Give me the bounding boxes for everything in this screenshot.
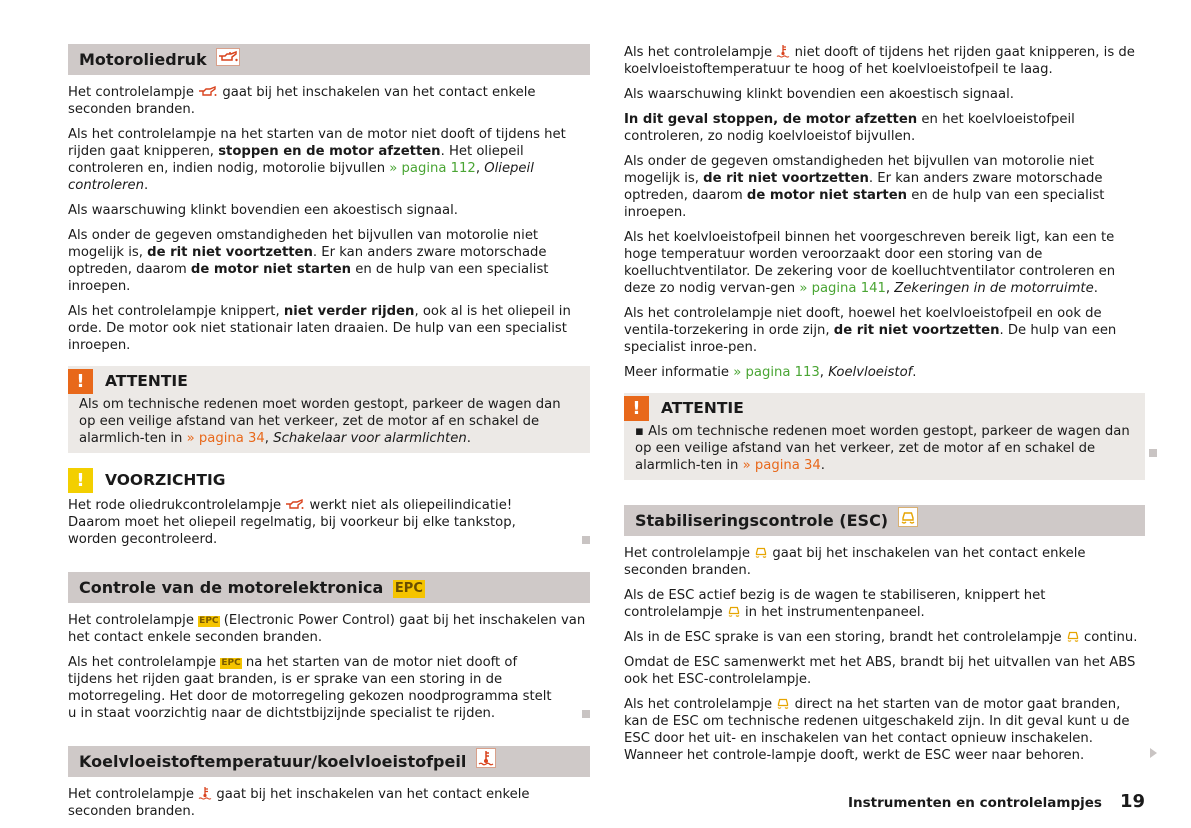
section-end-marker bbox=[1149, 449, 1157, 457]
paragraph: Omdat de ESC samenwerkt met het ABS, brandt bij het uitvallen van het ABS ook het ESC-controlelampje. bbox=[624, 655, 1136, 687]
paragraph: Als het controlelampje knippert, niet verder rijden, ook al is het oliepeil in orde. De motor ook niet stationair laten draaien. De hulp van een specialist inroepen. bbox=[68, 304, 571, 353]
section-end-marker bbox=[582, 710, 590, 718]
paragraph: Als het controlelampje niet dooft of tijdens het rijden gaat knipperen, is de koelvloeistoftemperatuur te hoog of het koelvloeistofpeil te laag. bbox=[624, 45, 1135, 77]
section-end-marker bbox=[582, 536, 590, 544]
left-column bbox=[68, 44, 590, 828]
paragraph: Meer informatie » pagina 113, Koelvloeistof. bbox=[624, 365, 917, 380]
paragraph: Als het controlelampje na het starten van de motor niet dooft of tijdens het rijden gaat knipperen, stoppen en de motor afzetten. Het oliepeil controleren en, indien nodig, motorolie bijvullen » pagina 112, Oliepeil controleren. bbox=[68, 127, 566, 193]
esc-icon bbox=[1066, 629, 1080, 643]
caution-box bbox=[68, 467, 590, 548]
paragraph: Als in de ESC sprake is van een storing, brandt het controlelampje continu. bbox=[624, 630, 1138, 645]
paragraph: Als het koelvloeistofpeil binnen het voorgeschreven bereik ligt, kan een te hoge temperatuur worden veroorzaakt door een storing van de koelluchtventilator. De zekering voor de koelluchtventilator controleren en deze zo nodig vervan-gen » pagina 141, Zekeringen in de motorruimte. bbox=[624, 230, 1116, 296]
warning-exclamation-icon: ! bbox=[68, 369, 93, 394]
page-link[interactable]: » pagina 141 bbox=[799, 281, 886, 296]
section-title: Motoroliedruk bbox=[79, 50, 207, 69]
right-column bbox=[624, 44, 1145, 772]
page-footer bbox=[848, 793, 1145, 812]
attention-title: ATTENTIE bbox=[661, 398, 744, 417]
page-number: 19 bbox=[1119, 791, 1145, 812]
paragraph: Het controlelampje EPC (Electronic Power Control) gaat bij het inschakelen van het contact enkele seconden branden. bbox=[68, 613, 586, 645]
caution-title: VOORZICHTIG bbox=[105, 470, 226, 489]
oil-pressure-icon bbox=[198, 86, 218, 98]
epc-icon: EPC bbox=[221, 658, 241, 668]
caution-exclamation-icon: ! bbox=[68, 468, 93, 493]
section-title: Stabiliseringscontrole (ESC) bbox=[635, 511, 889, 530]
paragraph: In dit geval stoppen, de motor afzetten en het koelvloeistofpeil controleren, zo nodig koelvloeistof bijvullen. bbox=[624, 112, 1075, 144]
section-header-motoroliedruk bbox=[68, 44, 590, 75]
caution-text: Het rode oliedrukcontrolelampje werkt niet als oliepeilindicatie! Daarom moet het oliepeil regelmatig, bij voorkeur bij elke tankstop, worden gecontroleerd. bbox=[68, 497, 590, 548]
section-header-epc bbox=[68, 572, 590, 603]
epc-icon: EPC bbox=[394, 580, 423, 596]
warning-exclamation-icon: ! bbox=[624, 396, 649, 421]
esc-icon bbox=[898, 506, 918, 537]
section-title: Controle van de motorelektronica bbox=[79, 578, 384, 597]
oil-pressure-icon bbox=[285, 499, 305, 511]
paragraph: Het controlelampje gaat bij het inschakelen van het contact enkele seconden branden. bbox=[68, 787, 530, 819]
oil-pressure-icon bbox=[216, 45, 240, 76]
footer-chapter-title: Instrumenten en controlelampjes bbox=[847, 795, 1102, 811]
paragraph: Als het controlelampje direct na het starten van de motor gaat branden, kan de ESC om technische redenen uitgeschakeld zijn. In dit geval kunt u de ESC door het uit- en inschakelen van het contact opnieuw inschakelen. Wanneer het controle-lampje dooft, werkt de ESC weer naar behoren. bbox=[624, 696, 1145, 764]
paragraph: Als onder de gegeven omstandigheden het bijvullen van motorolie niet mogelijk is, de rit niet voortzetten. Er kan anders zware motorschade optreden, daarom de motor niet starten en de hulp van een specialist inroepen. bbox=[624, 154, 1105, 220]
attention-box bbox=[68, 366, 590, 453]
paragraph: Als waarschuwing klinkt bovendien een akoestisch signaal. bbox=[624, 87, 1014, 102]
epc-icon: EPC bbox=[199, 616, 219, 626]
paragraph: Als waarschuwing klinkt bovendien een akoestisch signaal. bbox=[68, 203, 458, 218]
page-link[interactable]: » pagina 34 bbox=[742, 458, 821, 473]
paragraph: Als onder de gegeven omstandigheden het bijvullen van motorolie niet mogelijk is, de rit niet voortzetten. Er kan anders zware motorschade optreden, daarom de motor niet starten en de hulp van een specialist inroepen. bbox=[68, 228, 549, 294]
attention-title: ATTENTIE bbox=[105, 371, 188, 390]
paragraph: Het controlelampje gaat bij het inschakelen van het contact enkele seconden branden. bbox=[624, 546, 1086, 578]
page-link[interactable]: » pagina 113 bbox=[733, 365, 820, 380]
coolant-temperature-icon bbox=[198, 786, 212, 800]
esc-icon bbox=[776, 696, 790, 710]
paragraph: Als het controlelampje EPC na het starten van de motor niet dooft of tijdens het rijden gaat branden, is er sprake van een storing in de motorregeling. Het door de motorregeling gekozen noodprogramma stelt u in staat voorzichtig naar de dichtstbijzijnde specialist te rijden. bbox=[68, 654, 590, 722]
paragraph: Als de ESC actief bezig is de wagen te stabiliseren, knippert het controlelampje in het instrumentenpaneel. bbox=[624, 588, 1046, 620]
coolant-temperature-icon bbox=[776, 44, 790, 58]
esc-icon bbox=[727, 604, 741, 618]
paragraph: Het controlelampje gaat bij het inschakelen van het contact enkele seconden branden. bbox=[68, 85, 536, 117]
section-title: Koelvloeistoftemperatuur/koelvloeistofpeil bbox=[79, 752, 467, 771]
esc-icon bbox=[754, 545, 768, 559]
section-header-koelvloeistof bbox=[68, 746, 590, 777]
coolant-temperature-icon bbox=[476, 747, 496, 778]
section-header-esc bbox=[624, 505, 1145, 536]
attention-text: ▪ Als om technische redenen moet worden gestopt, parkeer de wagen dan op een veilige afstand van het verkeer, zet de motor af en schakel de alarmlich-ten in » pagina 34. bbox=[635, 424, 1130, 473]
paragraph: Als het controlelampje niet dooft, hoewel het koelvloeistofpeil en ook de ventila-torzekering in orde zijn, de rit niet voortzetten. De hulp van een specialist inroe-pen. bbox=[624, 306, 1117, 355]
page-link[interactable]: » pagina 34 bbox=[186, 431, 265, 446]
attention-text: Als om technische redenen moet worden gestopt, parkeer de wagen dan op een veilige afstand van het verkeer, zet de motor af en schakel de alarmlich-ten in » pagina 34, Schakelaar voor alarmlichten. bbox=[79, 397, 561, 446]
page-link[interactable]: » pagina 112 bbox=[389, 161, 476, 176]
attention-box bbox=[624, 393, 1145, 480]
continue-arrow-icon bbox=[1150, 748, 1157, 758]
